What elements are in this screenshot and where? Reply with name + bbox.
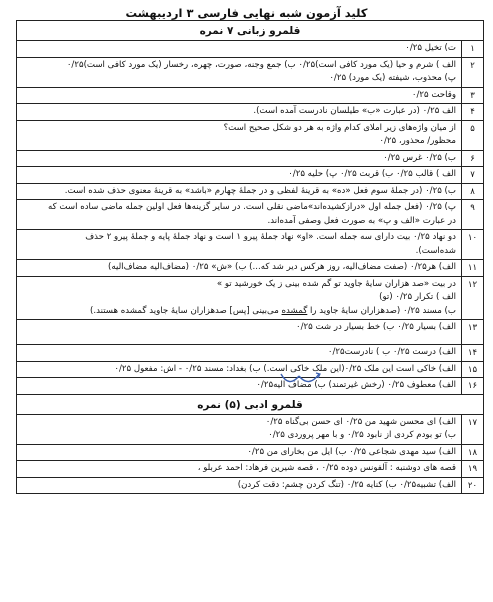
question-number: ۴	[461, 104, 483, 120]
section-header-literary: قلمرو ادبی (۵) نمره	[17, 394, 483, 414]
question-number: ۱۴	[461, 345, 483, 361]
answer-text-part: می‌بینی [پس] صدهزاران سایهٔ جاوید گمشده هستند.)	[90, 305, 282, 316]
question-number: ۱۲	[461, 277, 483, 320]
answer-cell	[17, 88, 461, 104]
answer-text: الف) ای محسن شهید من ۰/۲۵ ای حسن بی‌گناه ۰/۲۵	[265, 416, 456, 427]
question-number: ۱	[461, 41, 483, 57]
question-number: ۱۶	[461, 378, 483, 394]
answer-cell	[17, 378, 461, 394]
answer-row	[17, 57, 483, 87]
answer-text: الف ) شرم و حیا (یک مورد کافی است)۰/۲۵ ب) جمع وجنه، صورت، چهره، رخسار (یک مورد کافی است)۰/۲۵	[66, 59, 456, 70]
answer-row	[17, 276, 483, 320]
question-number: ۱۳	[461, 320, 483, 344]
answer-row	[17, 229, 483, 259]
dependency-arrows-drawing	[277, 370, 325, 388]
answer-cell	[17, 167, 461, 183]
answer-text: محظور/ محذور، ۰/۲۵	[379, 136, 456, 146]
answer-cell	[17, 345, 461, 361]
answer-text: پ) محذوب، شیفته (یک مورد) ۰/۲۵	[329, 73, 456, 83]
question-number: ۳	[461, 88, 483, 104]
page-title: کلید آزمون شبه نهایی فارسی ۳ اردیبهشت	[125, 6, 368, 20]
question-number: ۹	[461, 200, 483, 229]
section-header-language: قلمرو زبانی ۷ نمره	[199, 25, 301, 37]
answer-row	[17, 377, 483, 394]
answer-text: الف) معطوف ۰/۲۵ (رخش غیرتمند) ب) مضاف الیه۰/۲۵	[256, 380, 456, 390]
answer-cell	[17, 151, 461, 167]
answer-text: الف) خاکی است این ملک ۰/۲۵(این ملک خاکی است.) ب) بغداد: مسند ۰/۲۵ - اش: مفعول ۰/۲۵	[114, 363, 456, 374]
answer-row	[17, 414, 483, 444]
answer-text: الف) تشبیه۰/۲۵ ب) کنایه ۰/۲۵ (تنگ کردن چشم: دقت کردن)	[237, 479, 456, 490]
answer-row	[17, 460, 483, 477]
question-number: ۱۹	[461, 461, 483, 477]
answer-cell	[17, 41, 461, 57]
answer-cell	[17, 230, 461, 259]
answer-row	[17, 199, 483, 229]
answer-text: قصه های دوشنبه : آلفونس دوده ۰/۲۵ ، قصه شیرین فرهاد: احمد عربلو ،	[197, 463, 456, 473]
answer-row	[17, 87, 483, 104]
answer-text: الف) سید مهدی شجاعی ۰/۲۵ ب) ایل من بخارای من ۰/۲۵	[247, 446, 456, 457]
question-number: ۱۵	[461, 362, 483, 378]
answer-text: شده‌است).	[415, 245, 456, 256]
answer-cell	[17, 260, 461, 276]
answer-text: ت) تخیل ۰/۲۵	[405, 43, 456, 53]
question-number: ۷	[461, 167, 483, 183]
question-number: ۲۰	[461, 478, 483, 494]
answer-table	[16, 20, 484, 494]
answer-cell	[17, 415, 461, 444]
answer-cell	[17, 362, 461, 378]
answer-row	[17, 344, 483, 361]
answer-text-part: ب) مسند ۰/۲۵ (صدهزاران سایهٔ جاوید را	[307, 305, 456, 316]
answer-text: الف) بسیار ۰/۲۵ ب) خط بسیار در شت ۰/۲۵	[296, 322, 456, 332]
answer-cell	[17, 58, 461, 87]
answer-text: از میان واژه‌های زیر املای کدام واژه به هر دو شکل صحیح است؟	[223, 122, 456, 133]
question-number: ۱۸	[461, 445, 483, 461]
question-number: ۶	[461, 151, 483, 167]
answer-text: در بیت «صد هزاران سایهٔ جاوید تو گم شده بینی ز یک خورشید تو »	[216, 278, 456, 289]
answer-row	[17, 103, 483, 120]
answer-cell	[17, 478, 461, 494]
question-number: ۱۱	[461, 260, 483, 276]
answer-cell	[17, 445, 461, 461]
answer-row	[17, 150, 483, 167]
answer-text: الف ) تکرار ۰/۲۵ (تو)	[379, 292, 456, 302]
answer-text: الف ۰/۲۵ (در عبارت «ب» طیلسان نادرست آمده است).	[253, 106, 456, 116]
answer-cell	[17, 200, 461, 229]
answer-text: الف) درست ۰/۲۵ ب ) نادرست۰/۲۵	[327, 347, 456, 357]
answer-cell	[17, 320, 461, 344]
answer-row	[17, 183, 483, 200]
answer-row	[17, 259, 483, 276]
answer-row	[17, 120, 483, 150]
answer-row	[17, 361, 483, 378]
answer-cell	[17, 461, 461, 477]
answer-text: در عبارت «الف و پ» به صورت فعل وصفی آمده‌اند.	[267, 215, 456, 226]
answer-row	[17, 40, 483, 57]
answer-cell	[17, 277, 461, 320]
question-number: ۵	[461, 121, 483, 150]
answer-cell	[17, 104, 461, 120]
answer-text	[21, 305, 456, 319]
answer-row	[17, 477, 483, 494]
answer-text: ب) ۰/۲۵ غرس ۰/۲۵	[383, 152, 456, 163]
answer-cell	[17, 184, 461, 200]
answer-row	[17, 166, 483, 183]
answer-text: الف ) قالب ۰/۲۵ ب) قربت ۰/۲۵ پ) حلیه ۰/۲۵	[288, 169, 456, 179]
question-number: ۱۰	[461, 230, 483, 259]
question-number: ۸	[461, 184, 483, 200]
answer-text: الف) هر۰/۲۵ (صفت مضاف‌الیه، روز هرکس دیر شد که...) ب) «ش» ۰/۲۵ (مضاف‌الیه مضاف‌الیه)	[108, 262, 456, 272]
answer-text: ب) ۰/۲۵ (در جملهٔ سوم فعل «ده» به قرینهٔ لفظی و در جملهٔ چهارم «باشد» به قرینهٔ معنوی حذف شده است.	[64, 185, 456, 196]
answer-text: وقاحت ۰/۲۵	[411, 89, 456, 100]
answer-text: دو نهاد ۰/۲۵ بیت دارای سه جمله است. «او» نهاد جملهٔ پیرو ۱ است و نهاد جملهٔ پایه و جملهٔ پیرو ۲ حذف	[85, 232, 456, 242]
answer-row	[17, 444, 483, 461]
question-number: ۲	[461, 58, 483, 87]
answer-text: پ) ۰/۲۵ (فعل جمله اول «درازکشیده‌اند»ماضی نقلی است. در سایر گزینه‌ها فعل اولین جمله ماضی ساده است که	[48, 202, 456, 212]
answer-row	[17, 319, 483, 344]
underlined-word: گمشده	[281, 305, 308, 316]
answer-cell	[17, 121, 461, 150]
question-number: ۱۷	[461, 415, 483, 444]
answer-text: ب) تو بودم کردی از نابود ۰/۲۵ و با مهر پروردی ۰/۲۵	[268, 430, 456, 440]
